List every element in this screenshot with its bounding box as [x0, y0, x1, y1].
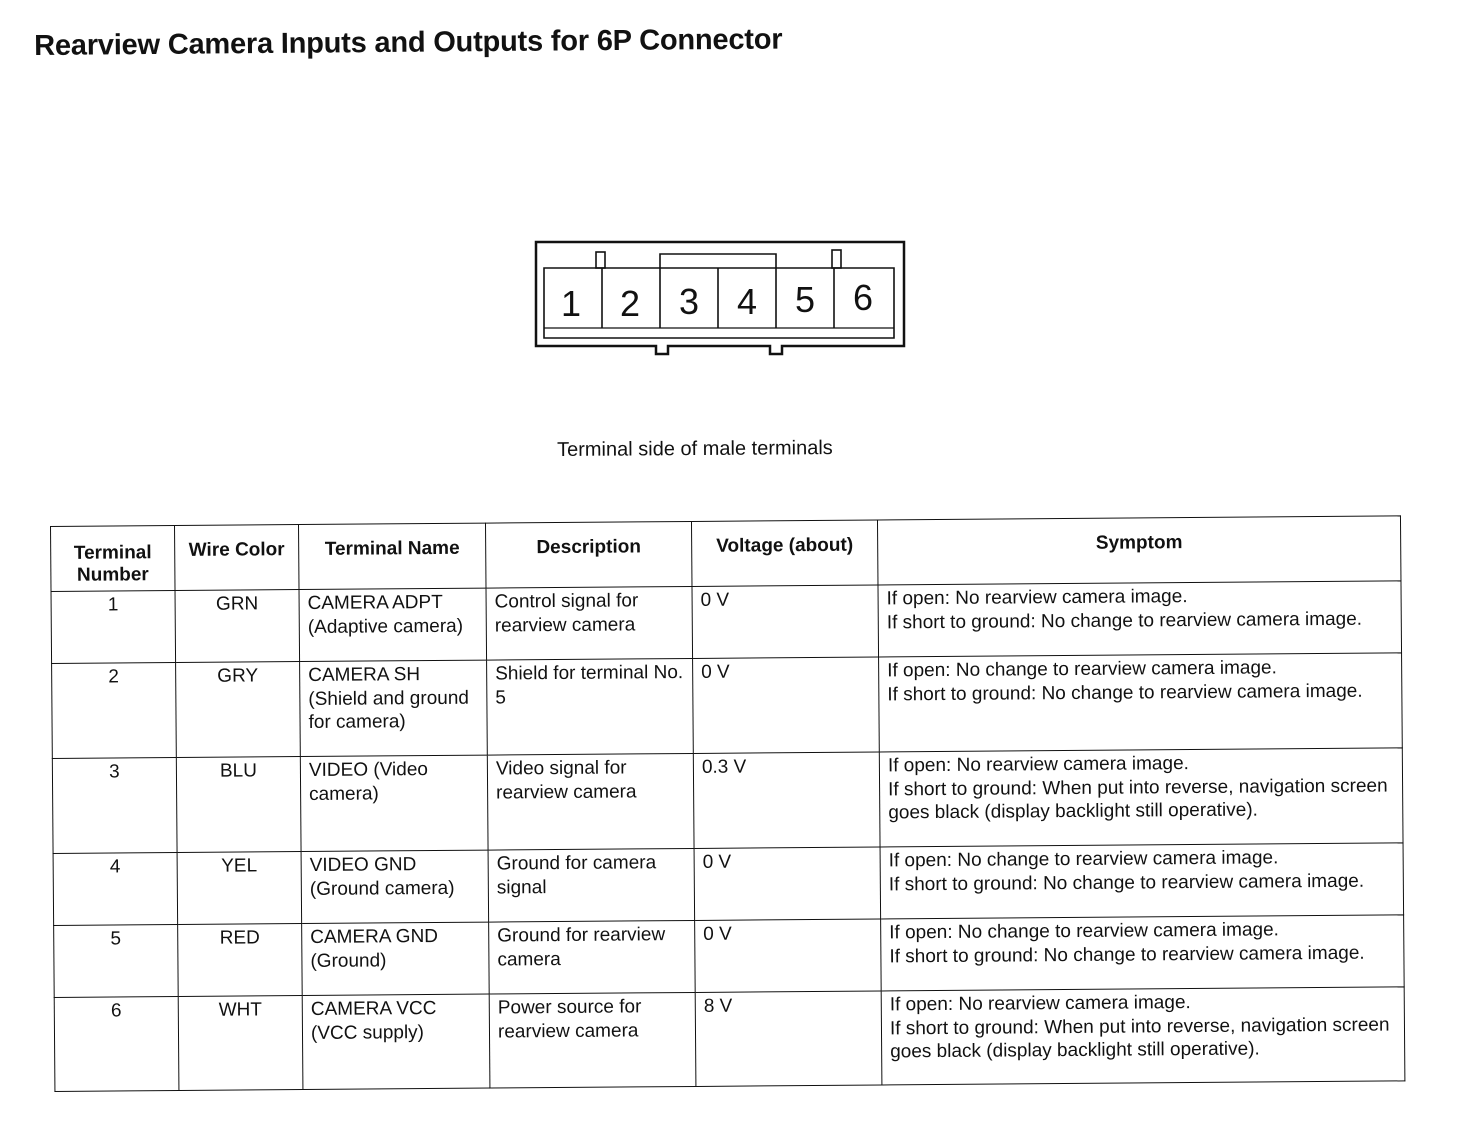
table-row [52, 653, 1403, 759]
terminal-label-1: 1 [561, 283, 582, 324]
header-terminal-line2: Number [76, 564, 149, 586]
cell-description: Video signal for rearview camera [487, 753, 694, 850]
table-header-row [51, 516, 1401, 592]
header-wire-color: Wire Color [175, 525, 300, 591]
cell-terminal-name: CAMERA VCC (VCC supply) [302, 994, 490, 1089]
table-row [51, 581, 1402, 664]
cell-voltage: 0 V [692, 585, 879, 658]
symptom-open: If open: No rearview camera image. [886, 586, 1188, 610]
symptom-open: If open: No change to rearview camera image. [887, 657, 1277, 682]
cell-wire-color: WHT [178, 996, 303, 1091]
symptom-open: If open: No change to rearview camera image. [889, 919, 1280, 944]
header-description: Description [485, 521, 692, 588]
cell-voltage: 0 V [693, 657, 880, 753]
pinout-table [50, 515, 1405, 1092]
symptom-short: If short to ground: No change to rearview camera image. [886, 608, 1363, 633]
terminal-label-6: 6 [853, 277, 874, 318]
cell-voltage: 0 V [694, 847, 881, 920]
terminal-label-4: 4 [737, 281, 758, 322]
cell-wire-color: YEL [177, 852, 302, 925]
cell-terminal-number: 6 [54, 997, 179, 1092]
table-row [52, 748, 1403, 854]
cell-terminal-name: CAMERA GND (Ground) [302, 922, 490, 995]
cell-symptom [879, 748, 1403, 847]
symptom-open: If open: No rearview camera image. [887, 753, 1189, 777]
terminal-label-5: 5 [795, 279, 816, 320]
symptom-open: If open: No rearview camera image. [889, 992, 1191, 1016]
cell-terminal-number: 4 [53, 853, 178, 926]
symptom-short: If short to ground: No change to rearview camera image. [887, 680, 1363, 705]
symptom-short: If short to ground: No change to rearview camera image. [888, 870, 1365, 895]
cell-symptom [881, 915, 1405, 991]
connector-diagram [530, 234, 914, 362]
cell-terminal-number: 2 [52, 663, 177, 759]
header-terminal-name: Terminal Name [298, 523, 486, 589]
cell-wire-color: GRY [176, 662, 301, 758]
cell-voltage: 0 V [695, 919, 882, 992]
terminal-label-3: 3 [679, 281, 700, 322]
table-row [54, 915, 1405, 998]
symptom-short: If short to ground: When put into reverse, navigation screen goes black (display backlight still operative). [889, 1013, 1390, 1063]
cell-description: Ground for camera signal [488, 848, 695, 922]
connector-key [660, 254, 776, 268]
cell-symptom [878, 581, 1402, 657]
cell-terminal-number: 1 [51, 591, 176, 664]
header-terminal-number [51, 526, 176, 592]
header-symptom: Symptom [877, 516, 1400, 585]
cell-terminal-name: CAMERA ADPT (Adaptive camera) [299, 588, 487, 661]
table-row [53, 843, 1404, 926]
connector-caption: Terminal side of male terminals [557, 437, 833, 461]
connector-latch-right [832, 250, 841, 268]
cell-terminal-name: VIDEO (Video camera) [300, 755, 488, 851]
cell-voltage: 8 V [695, 991, 882, 1086]
header-terminal-line1: Terminal [73, 542, 152, 564]
cell-description: Control signal for rearview camera [486, 586, 693, 660]
terminal-label-2: 2 [620, 283, 641, 324]
cell-wire-color: GRN [175, 590, 300, 663]
cell-wire-color: RED [178, 924, 303, 997]
symptom-short: If short to ground: When put into reverse, navigation screen goes black (display backlight still operative). [888, 775, 1388, 824]
cell-symptom [880, 843, 1404, 919]
cell-symptom [881, 987, 1405, 1085]
cell-terminal-number: 3 [52, 758, 177, 854]
pinout-table-container [50, 515, 1404, 1092]
symptom-short: If short to ground: No change to rearview camera image. [889, 942, 1365, 967]
page-title: Rearview Camera Inputs and Outputs for 6P Connector [34, 23, 783, 62]
cell-description: Shield for terminal No. 5 [487, 658, 694, 755]
connector-latch-left [596, 252, 605, 268]
table-row [54, 987, 1405, 1092]
cell-wire-color: BLU [176, 757, 301, 853]
cell-voltage: 0.3 V [693, 752, 880, 848]
cell-terminal-name: VIDEO GND (Ground camera) [301, 850, 489, 923]
cell-terminal-number: 5 [54, 925, 179, 998]
cell-terminal-name: CAMERA SH (Shield and ground for camera) [300, 660, 488, 756]
cell-description: Power source for rearview camera [489, 992, 696, 1088]
header-voltage: Voltage (about) [691, 520, 878, 586]
symptom-open: If open: No change to rearview camera image. [888, 847, 1279, 872]
cell-description: Ground for rearview camera [489, 920, 696, 994]
cell-symptom [879, 653, 1403, 752]
